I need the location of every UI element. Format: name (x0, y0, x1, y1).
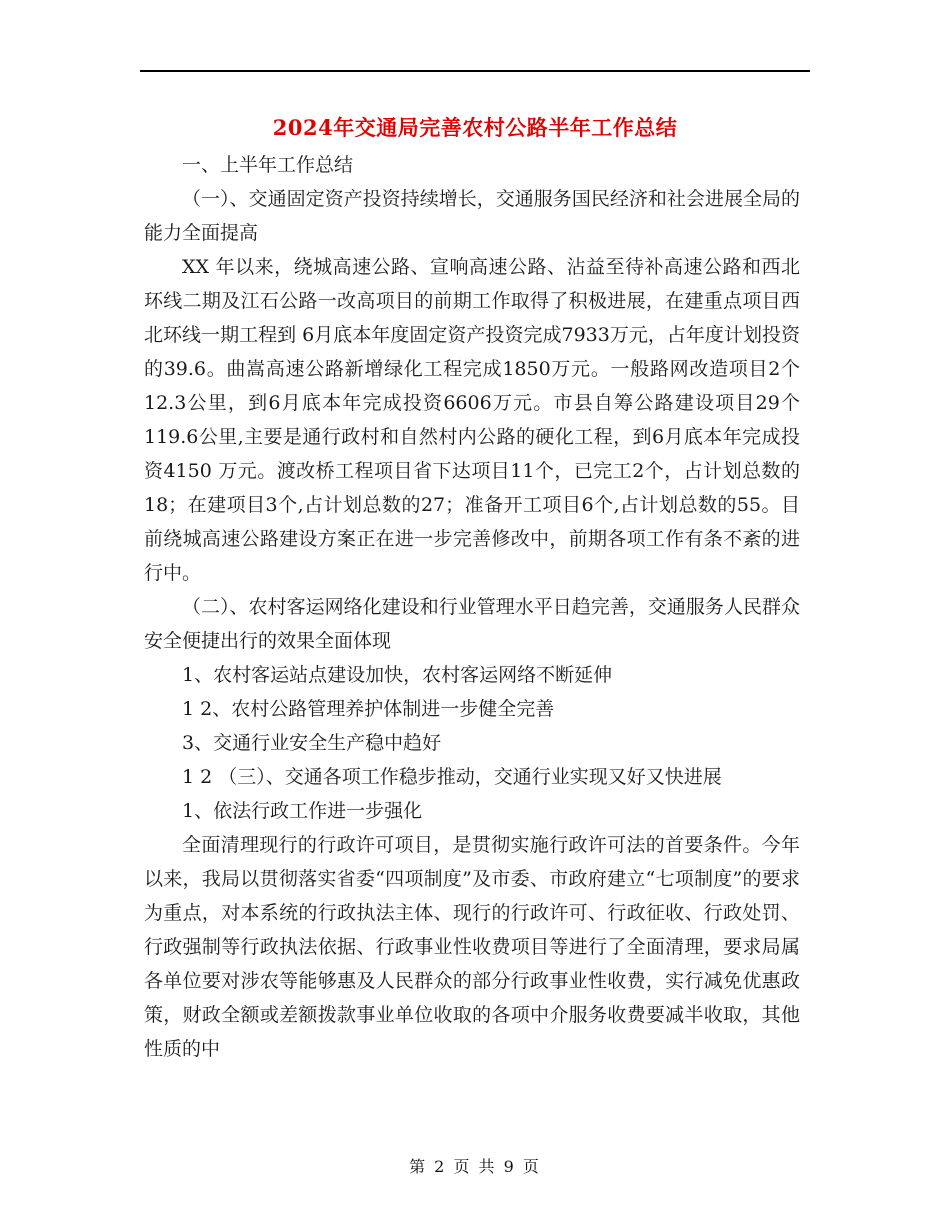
document-title: 2024年交通局完善农村公路半年工作总结 (272, 115, 678, 140)
document-body (144, 148, 800, 1066)
list-item-law: 1、依法行政工作进一步强化 (182, 800, 423, 822)
page-number: 第 2 页 共 9 页 (409, 1157, 541, 1176)
section-heading-1: 一、上半年工作总结 (182, 154, 354, 176)
subsection-heading-1: （一）、交通固定资产投资持续增长，交通服务国民经济和社会进展全局的能力全面提高 (144, 188, 800, 244)
subsection-heading-2: （二）、农村客运网络化建设和行业管理水平日趋完善，交通服务人民群众安全便捷出行的效果全面体现 (144, 596, 800, 652)
list-item-2: 1 2、农村公路管理养护体制进一步健全完善 (182, 698, 555, 720)
paragraph-investment: XX 年以来，绕城高速公路、宣响高速公路、沾益至待补高速公路和西北环线二期及江石公路一改高项目的前期工作取得了积极进展，在建重点项目西北环线一期工程到 6月底本年度固定资产投资完成7933万元，占年度计划投资的39.6。曲嵩高速公路新增绿化工程完成1850万元。一般路网改造项目2个12.3公里，到6月底本年完成投资6606万元。市县自筹公路建设项目29个119.6公里,主要是通行政村和自然村内公路的硬化工程，到6月底本年完成投资4150 万元。渡改桥工程项目省下达项目11个，已完工2个，占计划总数的18；在建项目3个,占计划总数的27；准备开工项目6个,占计划总数的55。目前绕城高速公路建设方案正在进一步完善修改中，前期各项工作有条不紊的进行中。 (144, 256, 800, 584)
subsection-heading-3: 1 2 （三）、交通各项工作稳步推动，交通行业实现又好又快进展 (182, 766, 722, 788)
paragraph-licensing: 全面清理现行的行政许可项目，是贯彻实施行政许可法的首要条件。今年以来，我局以贯彻落实省委“四项制度”及市委、市政府建立“七项制度”的要求为重点，对本系统的行政执法主体、现行的行政许可、行政征收、行政处罚、行政强制等行政执法依据、行政事业性收费项目等进行了全面清理，要求局属各单位要对涉农等能够惠及人民群众的部分行政事业性收费，实行减免优惠政策，财政全额或差额拨款事业单位收取的各项中介服务收费要减半收取，其他性质的中 (144, 834, 800, 1060)
list-item-1: 1、农村客运站点建设加快，农村客运网络不断延伸 (182, 664, 613, 686)
list-item-3: 3、交通行业安全生产稳中趋好 (182, 732, 442, 754)
header-rule (140, 70, 810, 72)
